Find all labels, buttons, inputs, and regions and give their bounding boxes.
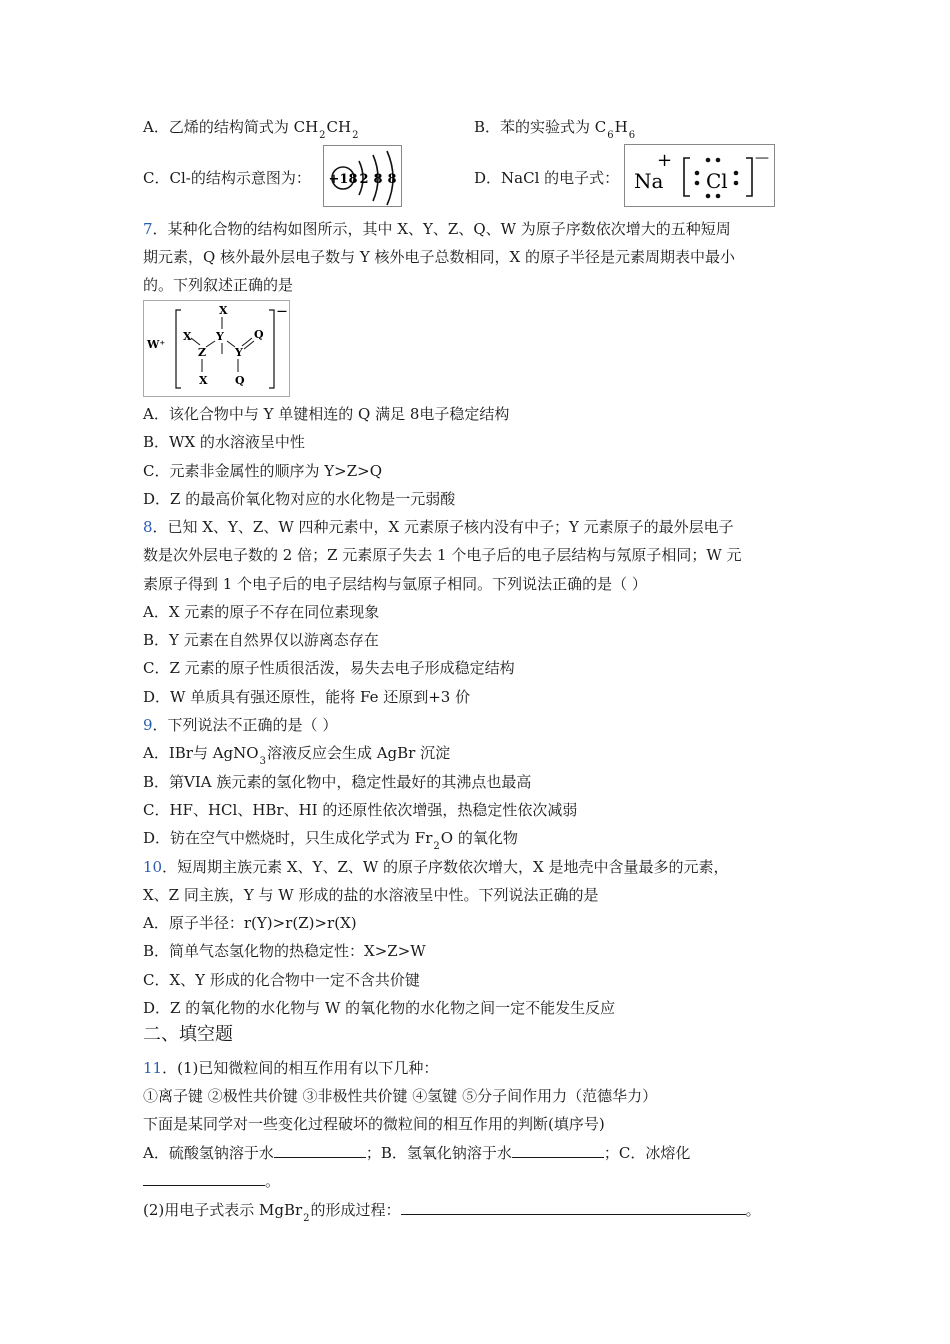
subscript: 6 [628,130,636,141]
q9-option-a-text2: 溶液反应会生成 AgBr 沉淀 [266,744,451,762]
anion-charge: — [277,306,287,317]
q9-option-a-text: A．IBr与 AgNO [143,744,259,762]
atom-y-center: Y [216,330,224,343]
q11-stem-line-1 [143,1058,438,1078]
q7-stem-line-3: 的。下列叙述正确的是 [143,276,294,294]
q7-option-c: C．元素非金属性的顺序为 Y>Z>Q [143,462,383,480]
q6-option-b [474,117,636,140]
q7-text: ．某种化合物的结构如图所示，其中 X、Y、Z、Q、W 为原子序数依次增大的五种短周 [152,220,731,238]
section-heading: 二、填空题 [143,1024,233,1045]
q9-text: ．下列说法不正确的是（ ） [152,716,338,734]
q7-stem-line-2: 期元素，Q 核外最外层电子数与 Y 核外电子总数相同，X 的原子半径是元素周期表中最小 [143,248,735,266]
q9-option-c: C．HF、HCl、HBr、HI 的还原性依次增强，热稳定性依次减弱 [143,801,578,819]
nacl-electron-formula [624,144,775,207]
q9-option-d-text2: O 的氧化物 [440,829,518,847]
atom-x-top: X [219,304,228,317]
q7-option-d: D．Z 的最高价氧化物对应的水化物是一元弱酸 [143,490,456,508]
period: 。 [745,1201,761,1219]
answer-blank-b[interactable] [512,1143,604,1158]
atom-x-bottom: X [199,374,208,387]
q7-option-b: B．WX 的水溶液呈中性 [143,433,305,451]
nucleus-charge: +18 [328,172,358,187]
q6-option-a-text: A．乙烯的结构简式为 CH [143,118,319,136]
q10-option-b: B．简单气态氢化物的热稳定性：X>Z>W [143,942,426,960]
chloride-charge: — [755,150,769,166]
q11-text: ．(1)已知微粒间的相互作用有以下几种： [162,1059,439,1077]
atom-x-left: X [183,330,192,343]
question-number: 7 [143,220,153,238]
atom-q-right: Q [254,328,264,341]
q6-option-a [143,117,359,140]
q11-stem-line-2: ①离子键 ②极性共价键 ③非极性共价键 ④氢键 ⑤分子间作用力（范德华力） [143,1087,658,1105]
q6-option-b-text2: H [614,118,628,136]
q11-blank-c-line [143,1171,280,1191]
q9-option-d [143,828,518,851]
answer-blank-formation[interactable] [401,1200,746,1215]
question-number: 11 [143,1059,163,1077]
q11-part-a-label: A．硫酸氢钠溶于水 [143,1144,274,1162]
chlorine-symbol: Cl [706,169,728,193]
chloride-ion-structure-diagram [323,145,402,207]
q11-part-2-text2: 的形成过程： [310,1201,401,1219]
sodium-charge: + [657,150,673,171]
q10-option-d: D．Z 的氧化物的水化物与 W 的氧化物的水化物之间一定不能发生反应 [143,999,616,1017]
q10-text: ．短周期主族元素 X、Y、Z、W 的原子序数依次增大，X 是地壳中含量最多的元素， [162,858,729,876]
answer-blank-a[interactable] [274,1143,366,1158]
compound-structure-diagram [143,300,290,397]
atom-z: Z [198,346,207,359]
q9-option-b: B．第VIA 族元素的氢化物中，稳定性最好的其沸点也最高 [143,773,532,791]
q11-stem-line-3: 下面是某同学对一些变化过程破坏的微粒间的相互作用的判断(填序号) [143,1115,605,1133]
q10-option-c: C．X、Y 形成的化合物中一定不含共价键 [143,971,420,989]
subscript: 2 [352,130,359,141]
sodium-symbol: Na [634,169,664,193]
q11-part-2 [143,1200,761,1223]
q11-part-2-text: (2)用电子式表示 MgBr [143,1201,303,1219]
question-number: 8 [143,518,153,536]
atom-y-ring: Y [235,346,243,359]
subscript: 3 [259,756,266,767]
q9-stem [143,715,337,735]
q8-option-b: B．Y 元素在自然界仅以游离态存在 [143,631,379,649]
period: 。 [265,1172,281,1190]
q7-option-a: A．该化合物中与 Y 单键相连的 Q 满足 8电子稳定结构 [143,405,510,423]
q6-option-a-text2: CH [326,118,352,136]
q10-option-a: A．原子半径：r(Y)>r(Z)>r(X) [143,914,357,932]
subscript: 2 [303,1213,310,1224]
answer-blank-c[interactable] [143,1171,265,1186]
q8-stem-line-1 [143,517,734,537]
shell-electrons-3: 8 [387,172,397,187]
subscript: 2 [433,841,440,852]
q8-option-d: D．W 单质具有强还原性，能将 Fe 还原到+3 价 [143,688,471,706]
subscript: 6 [607,130,614,141]
q10-stem-line-1 [143,857,729,877]
q9-option-a [143,743,450,766]
atom-q-bottom: Q [235,374,245,387]
q9-option-d-text: D．钫在空气中燃烧时，只生成化学式为 Fr [143,829,433,847]
q8-option-c: C．Z 元素的原子性质很活泼，易失去电子形成稳定结构 [143,659,515,677]
q6-option-b-text: B．苯的实验式为 C [474,118,607,136]
shell-electrons-1: 2 [359,172,369,187]
cation-label: W⁺ [147,338,166,351]
subscript: 2 [319,130,326,141]
q8-text: ．已知 X、Y、Z、W 四种元素中，X 元素原子核内没有中子；Y 元素原子的最外层电子 [152,518,734,536]
shell-electrons-2: 8 [373,172,383,187]
question-number: 9 [143,716,153,734]
q6-option-d: D．NaCl 的电子式： [474,169,620,187]
q6-option-c: C．Cl-的结构示意图为： [143,169,311,187]
q8-stem-line-2: 数是次外层电子数的 2 倍；Z 元素原子失去 1 个电子后的电子层结构与氖原子相同；W 元 [143,546,742,564]
q11-blanks-line [143,1143,690,1163]
q8-stem-line-3: 素原子得到 1 个电子后的电子层结构与氩原子相同。下列说法正确的是（ ） [143,575,647,593]
q10-stem-line-2: X、Z 同主族，Y 与 W 形成的盐的水溶液呈中性。下列说法正确的是 [143,886,599,904]
q11-part-c-label: ；C．冰熔化 [603,1144,691,1162]
q8-option-a: A．X 元素的原子不存在同位素现象 [143,603,380,621]
question-number: 10 [143,858,163,876]
q7-stem-line-1 [143,219,731,239]
q11-part-b-label: ；B．氢氧化钠溶于水 [365,1144,512,1162]
